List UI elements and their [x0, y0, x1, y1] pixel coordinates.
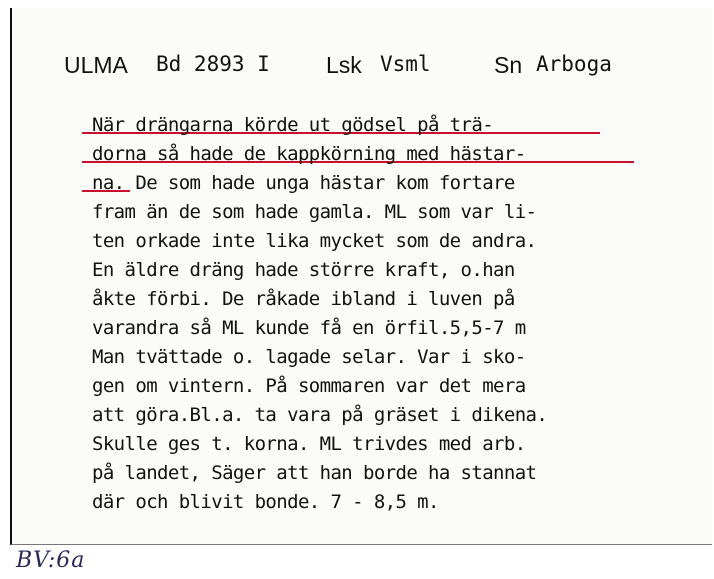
- archive-card: [10, 8, 712, 545]
- text-line: Skulle ges t. korna. ML trivdes med arb.: [92, 433, 526, 455]
- text-line: na. De som hade unga hästar kom fortare: [92, 172, 515, 194]
- text-line: på landet, Säger att han borde ha stannat: [92, 462, 537, 484]
- county-prefix: Lsk: [326, 52, 362, 78]
- text-line: dorna så hade de kappkörning med hästar-: [92, 143, 526, 165]
- text-line: åkte förbi. De råkade ibland i luven på: [92, 288, 515, 310]
- text-line: att göra.Bl.a. ta vara på gräset i dikena.: [92, 404, 548, 426]
- text-line: fram än de som hade gamla. ML som var li-: [92, 201, 537, 223]
- handwritten-mark: BV:6a: [16, 548, 86, 573]
- text-line: Man tvättade o. lagade selar. Var i sko-: [92, 346, 526, 368]
- parish-name: Arboga: [536, 52, 612, 76]
- text-line: gen om vintern. På sommaren var det mera: [92, 375, 526, 397]
- text-line: När drängarna körde ut gödsel på trä-: [92, 114, 494, 136]
- text-line: ten orkade inte lika mycket som de andra.: [92, 230, 537, 252]
- archive-name: ULMA: [64, 52, 128, 78]
- text-line: där och blivit bonde. 7 - 8,5 m.: [92, 491, 439, 513]
- card-text: [92, 111, 547, 517]
- parish-prefix: Sn: [494, 52, 523, 78]
- text-line: varandra så ML kunde få en örfil.5,5-7 m: [92, 317, 526, 339]
- county-name: Vsml: [380, 52, 431, 76]
- volume-number: Bd 2893 I: [156, 52, 270, 76]
- text-line: En äldre dräng hade större kraft, o.han: [92, 259, 515, 281]
